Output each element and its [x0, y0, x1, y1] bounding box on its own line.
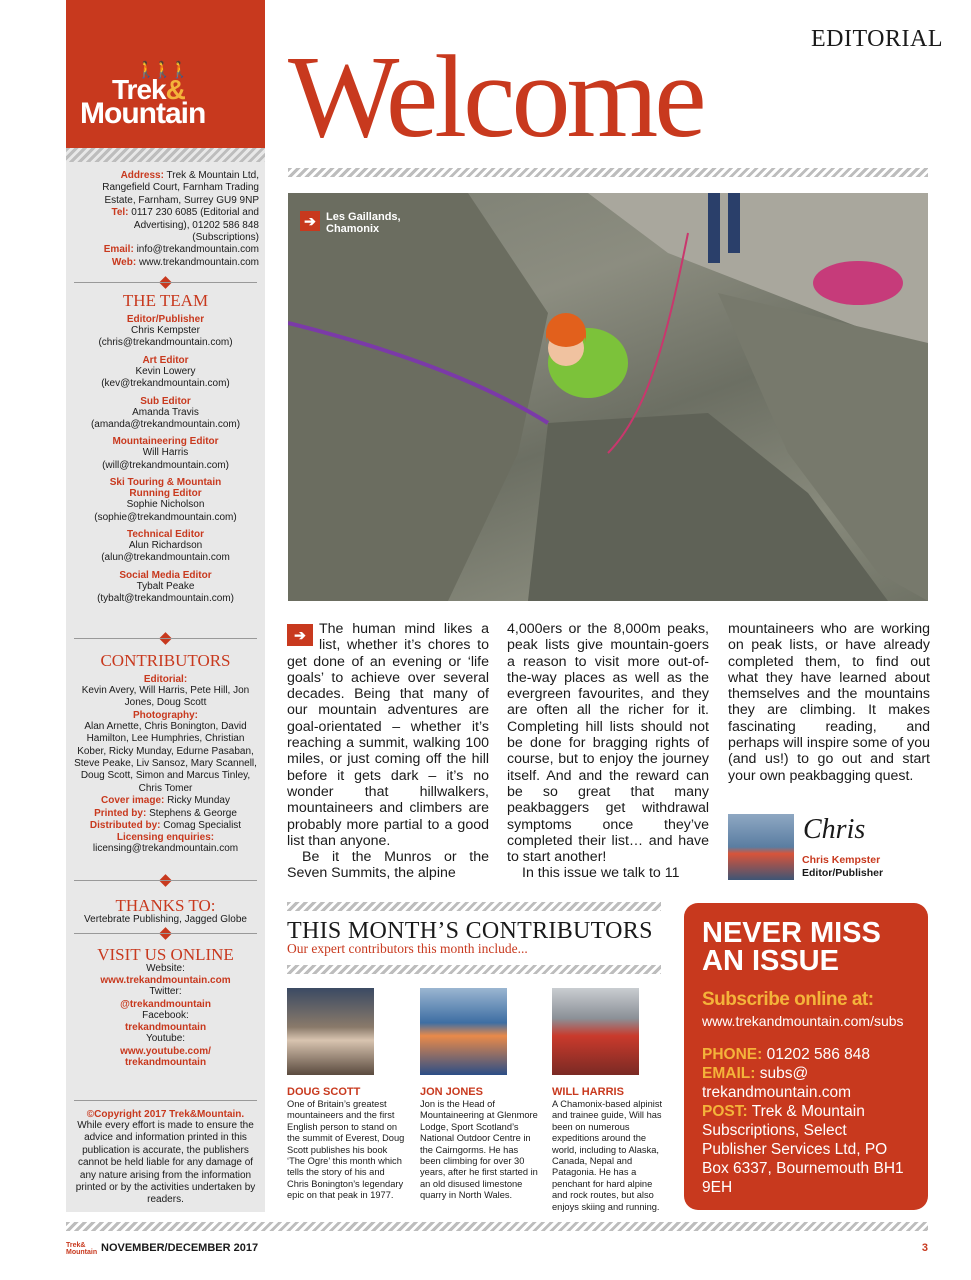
thanks-text: Vertebrate Publishing, Jagged Globe: [84, 914, 247, 925]
team-list: Editor/Publisher Chris Kempster (chris@trekandmountain.com) Art Editor Kevin Lowery (kev@trekandmountain.com) Sub Editor Amanda Travis (amanda@trekandmountain.com) Mountaineering Editor Will Harris (will@trekandmountain.com) Ski Touring & Mountain Running Editor Sophie Nicholson (sophie@trekandmountain.com) Technical Editor Alun Richardson (alun@trekandmountain.com Social Media Editor Tybalt Peake (tybalt@trekandmountain.com): [90, 314, 241, 605]
contributor-bio: A Chamonix-based alpinist and trainee guide, Will has been on numerous expeditions around the world, including to Alaska, Canada, Nepal and Patagonia. He has a penchant for hard alpine and rock routes, but also enjoys skiing and running.: [552, 1099, 663, 1212]
hikers-icon: 🚶🚶🚶: [136, 62, 187, 79]
facebook-link[interactable]: trekandmountain: [124, 1022, 207, 1034]
hatch-divider: [287, 902, 661, 911]
team-heading: THE TEAM: [122, 291, 209, 310]
contributor-name: WILL HARRIS: [552, 1086, 624, 1098]
divider: [74, 282, 257, 283]
sidebar: [66, 0, 265, 1212]
subscribe-box: [684, 903, 928, 1210]
subscribe-online-label: Subscribe online at:: [702, 989, 874, 1010]
twitter-link[interactable]: @trekandmountain: [120, 998, 211, 1010]
contributors-heading: CONTRIBUTORS: [100, 651, 231, 670]
online-heading: VISIT US ONLINE: [97, 945, 234, 964]
contributors-subtitle: Our expert contributors this month include...: [287, 941, 528, 956]
thanks-heading: THANKS TO:: [115, 896, 216, 915]
divider: [74, 880, 257, 881]
website-link[interactable]: www.trekandmountain.com: [100, 975, 231, 987]
author-photo: [728, 814, 794, 880]
climbing-scene: [288, 193, 928, 601]
hatch-divider: [66, 1222, 928, 1231]
contributor-photo: [552, 988, 639, 1075]
contributor-photo: [287, 988, 374, 1075]
signer-role: Editor/Publisher: [802, 867, 884, 879]
article-column-3: mountaineers who are working on peak lists, or have already completed them, to find out what they have learned about themselves and the mountains they are climbing. It makes fascinating reading, and perhaps will inspire some of you (and us!) to go out and start your own peakbagging quest.: [728, 621, 930, 784]
logo-text-mountain: Mountain: [80, 97, 206, 130]
contributor-photo: [420, 988, 507, 1075]
footer-logo: Trek& Mountain: [66, 1242, 98, 1256]
article-column-2: 4,000ers or the 8,000m peaks, peak lists give mountain-goers a reason to visit more out-of-the-way places as well as the evergreen favourites, and they are often all the richer for it. Completing hill lists should not be done for bragging rights of course, but to enjoy the journey itself. And and the reward can be so great that many peakbaggers get withdrawal symptoms once they’ve completed their list… and have to start another! In this issue we talk to 11: [507, 621, 709, 882]
contributor-name: JON JONES: [420, 1086, 483, 1098]
subscribe-post: POST: Trek & Mountain Subscriptions, Select Publisher Services Ltd, PO Box 6337, Bournemouth BH1 9EH: [702, 1103, 904, 1196]
arrow-right-icon: ➔: [287, 624, 313, 646]
contributor-bio: One of Britain’s greatest mountaineers and the first English person to stand on the summit of Everest, Doug Scott publishes his book ‘The Ogre’ this month which tells the story of his and Chris Bonington’s legendary epic on that peak in 1977.: [287, 1099, 405, 1201]
signature-block: [728, 814, 928, 880]
page-title: Welcome: [288, 31, 703, 162]
online-list: Website: www.trekandmountain.com Twitter: @trekandmountain Facebook: trekandmountain Youtube: www.youtube.com/ trekandmountain: [72, 963, 259, 1068]
youtube-link[interactable]: www.youtube.com/ trekandmountain: [120, 1045, 211, 1068]
contributor-bio: Jon is the Head of Mountaineering at Glenmore Lodge, Sport Scotland’s National Outdoor Centre in the Cairngorms. He has been climbing for over 30 years, after he first started in an old disused limestone quarry in North Wales.: [420, 1099, 538, 1201]
subscribe-phone: PHONE: 01202 586 848: [702, 1046, 871, 1063]
subscribe-url[interactable]: www.trekandmountain.com/subs: [702, 1013, 904, 1029]
contributors-list: Editorial: Kevin Avery, Will Harris, Pete Hill, Jon Jones, Doug Scott Photography: Alan Arnette, Chris Bonington, David Hamilton, Lee Humphries, Christian Kober, Ricky Munday, Edurne Pasaban, Steve Peake, Liv Sansoz, Mary Scannell, Doug Scott, Simon and Marcus Tinley, Chris Tomer Cover image: Ricky Munday Printed by: Stephens & George Distributed by: Comag Specialist Licensing enquiries: licensing@trekandmountain.com: [74, 674, 257, 855]
divider: [74, 933, 257, 934]
signer-name: Chris Kempster: [802, 854, 881, 866]
address-block: Address: Trek & Mountain Ltd, Rangefield Court, Farnham Trading Estate, Farnham, Surrey GU9 9NP Tel: 0117 230 6085 (Editorial and Advertising), 01202 586 848 (Subscriptions) Email: info@trekandmountain.com Web: www.trekandmountain.com: [102, 170, 259, 268]
contributor-name: DOUG SCOTT: [287, 1086, 361, 1098]
page-number: 3: [921, 1242, 928, 1254]
hatch-divider: [288, 168, 928, 177]
article-column-1: ➔ The human mind likes a list, whether it’s chores to get done of an evening or ‘life goals’ to achieve over several decades. Being that many of our mountain adventures are goal-orientated – whether it’s reaching a summit, walking 100 miles, or just coming off the hill before it gets dark – it’s no wonder that hillwalkers, mountaineers and climbers are probably more partial to a good list than anyone. Be it the Munros or the Seven Summits, the alpine: [287, 621, 489, 882]
subscribe-email: EMAIL: subs@ trekandmountain.com: [702, 1065, 852, 1101]
signature: Chris: [803, 814, 866, 845]
hatch-divider: [66, 148, 265, 162]
arrow-right-icon: ➔: [300, 211, 320, 231]
photo-caption: ➔ Les Gaillands, Chamonix: [300, 211, 416, 235]
section-label: EDITORIAL: [810, 26, 943, 52]
copyright-block: ©Copyright 2017 Trek&Mountain. While every effort is made to ensure the advice and information printed in this publication is accurate, the publishers cannot be held liable for any damage of any nature arising from the information printed or by the activities undertaken by readers.: [75, 1109, 256, 1206]
logo: [66, 0, 265, 148]
subscribe-heading: NEVER MISS AN ISSUE: [702, 917, 881, 977]
climber-photo: [288, 193, 928, 601]
divider: [74, 638, 257, 639]
divider: [74, 1100, 257, 1101]
issue-date: NOVEMBER/DECEMBER 2017: [101, 1242, 259, 1254]
hatch-divider: [287, 965, 661, 974]
contributors-title: THIS MONTH’S CONTRIBUTORS: [287, 918, 653, 944]
logo-text-trek: Trek: [112, 74, 166, 105]
logo-ampersand: &: [165, 74, 185, 105]
